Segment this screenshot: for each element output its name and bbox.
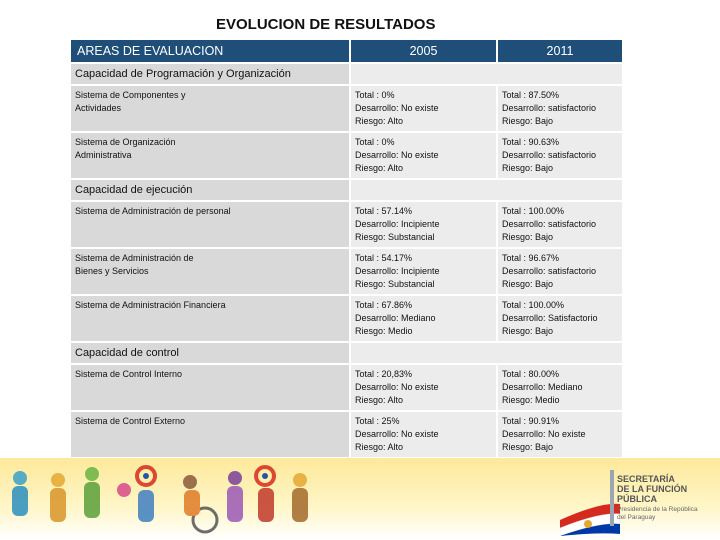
table-row [71,86,622,131]
cell-line: Riesgo: Bajo [502,279,554,289]
cell-line: Total : 87.50% [502,90,560,100]
section-row [71,343,622,363]
logo-subtitle [617,506,698,522]
cell-line: Riesgo: Bajo [502,116,554,126]
area-cell [71,86,349,131]
cell-line: Riesgo: Bajo [502,442,554,452]
cell-line: Total : 54.17% [355,253,413,263]
value-2005-cell [351,133,496,178]
value-2005-cell [351,202,496,247]
cell-line: Desarrollo: satisfactorio [502,219,597,229]
cell-line: Desarrollo: satisfactorio [502,266,597,276]
cell-line: Total : 100.00% [502,300,565,310]
cell-line: Total : 96.67% [502,253,560,263]
value-2011-cell [498,86,622,131]
logo-line: PÚBLICA [617,494,657,504]
value-2005-cell [351,296,496,341]
page-title: EVOLUCION DE RESULTADOS [216,16,436,33]
cell-line: Sistema de Administración Financiera [75,300,226,310]
section-row [71,64,622,84]
cell-line: Actividades [75,103,122,113]
table-row [71,296,622,341]
value-2011-cell [498,249,622,294]
table-header-row [71,40,622,62]
cell-line: Desarrollo: Mediano [502,382,583,392]
cell-line: Desarrollo: No existe [355,103,439,113]
table-row [71,202,622,247]
section-row [71,180,622,200]
header-year-2005: 2005 [351,40,496,62]
cell-line: Riesgo: Bajo [502,163,554,173]
cell-line: Total : 80.00% [502,369,560,379]
cell-line: Total : 25% [355,416,400,426]
cell-line: Riesgo: Substancial [355,279,435,289]
cell-line: Desarrollo: Incipiente [355,266,440,276]
cell-line: Desarrollo: satisfactorio [502,150,597,160]
cell-line: Desarrollo: Mediano [355,313,436,323]
cell-line: Desarrollo: No existe [355,382,439,392]
table-row [71,365,622,410]
table-body [71,64,622,457]
area-cell [71,365,349,410]
cell-line: Total : 67.86% [355,300,413,310]
cell-line: Total : 0% [355,137,395,147]
value-2011-cell [498,202,622,247]
cell-line: Sistema de Administración de personal [75,206,231,216]
cell-line: Desarrollo: Satisfactorio [502,313,598,323]
value-2005-cell [351,86,496,131]
cell-line: Desarrollo: satisfactorio [502,103,597,113]
cell-line: Riesgo: Substancial [355,232,435,242]
table-row [71,249,622,294]
cell-line: Riesgo: Bajo [502,232,554,242]
cell-line: Administrativa [75,150,132,160]
cell-line: Sistema de Organización [75,137,176,147]
cell-line: Riesgo: Medio [355,326,413,336]
table-row [71,133,622,178]
value-2011-cell [498,365,622,410]
cell-line: Riesgo: Alto [355,163,404,173]
cell-line: Sistema de Control Externo [75,416,186,426]
logo-sub-line: del Paraguay [617,514,656,521]
cell-line: Total : 0% [355,90,395,100]
cell-line: Total : 57.14% [355,206,413,216]
section-label: Capacidad de control [71,343,349,363]
logo-line: SECRETARÍA [617,474,675,484]
section-empty-cell [351,64,622,84]
value-2011-cell [498,133,622,178]
cell-line: Riesgo: Medio [502,395,560,405]
logo-sub-line: Presidencia de la República [617,506,698,513]
section-empty-cell [351,180,622,200]
area-cell [71,412,349,457]
value-2011-cell [498,296,622,341]
cell-line: Total : 90.91% [502,416,560,426]
cell-line: Sistema de Control Interno [75,369,183,379]
cell-line: Riesgo: Alto [355,116,404,126]
cell-line: Desarrollo: Incipiente [355,219,440,229]
value-2005-cell [351,365,496,410]
section-label: Capacidad de Programación y Organización [71,64,349,84]
area-cell [71,249,349,294]
cell-line: Total : 20,83% [355,369,413,379]
value-2005-cell [351,412,496,457]
cell-line: Desarrollo: No existe [502,429,586,439]
header-areas: AREAS DE EVALUACION [71,40,349,62]
header-year-2011: 2011 [498,40,622,62]
section-label: Capacidad de ejecución [71,180,349,200]
logo-text [617,474,687,504]
cell-line: Sistema de Administración de [75,253,194,263]
cell-line: Desarrollo: No existe [355,150,439,160]
cell-line: Sistema de Componentes y [75,90,186,100]
cell-line: Riesgo: Bajo [502,326,554,336]
value-2005-cell [351,249,496,294]
cell-line: Riesgo: Alto [355,395,404,405]
cell-line: Desarrollo: No existe [355,429,439,439]
area-cell [71,296,349,341]
logo-line: DE LA FUNCIÓN [617,484,688,494]
area-cell [71,202,349,247]
people-illustration [0,460,600,540]
value-2011-cell [498,412,622,457]
table-row [71,412,622,457]
cell-line: Total : 100.00% [502,206,565,216]
cell-line: Riesgo: Alto [355,442,404,452]
cell-line: Total : 90.63% [502,137,560,147]
results-table [69,38,624,459]
area-cell [71,133,349,178]
section-empty-cell [351,343,622,363]
cell-line: Bienes y Servicios [75,266,149,276]
